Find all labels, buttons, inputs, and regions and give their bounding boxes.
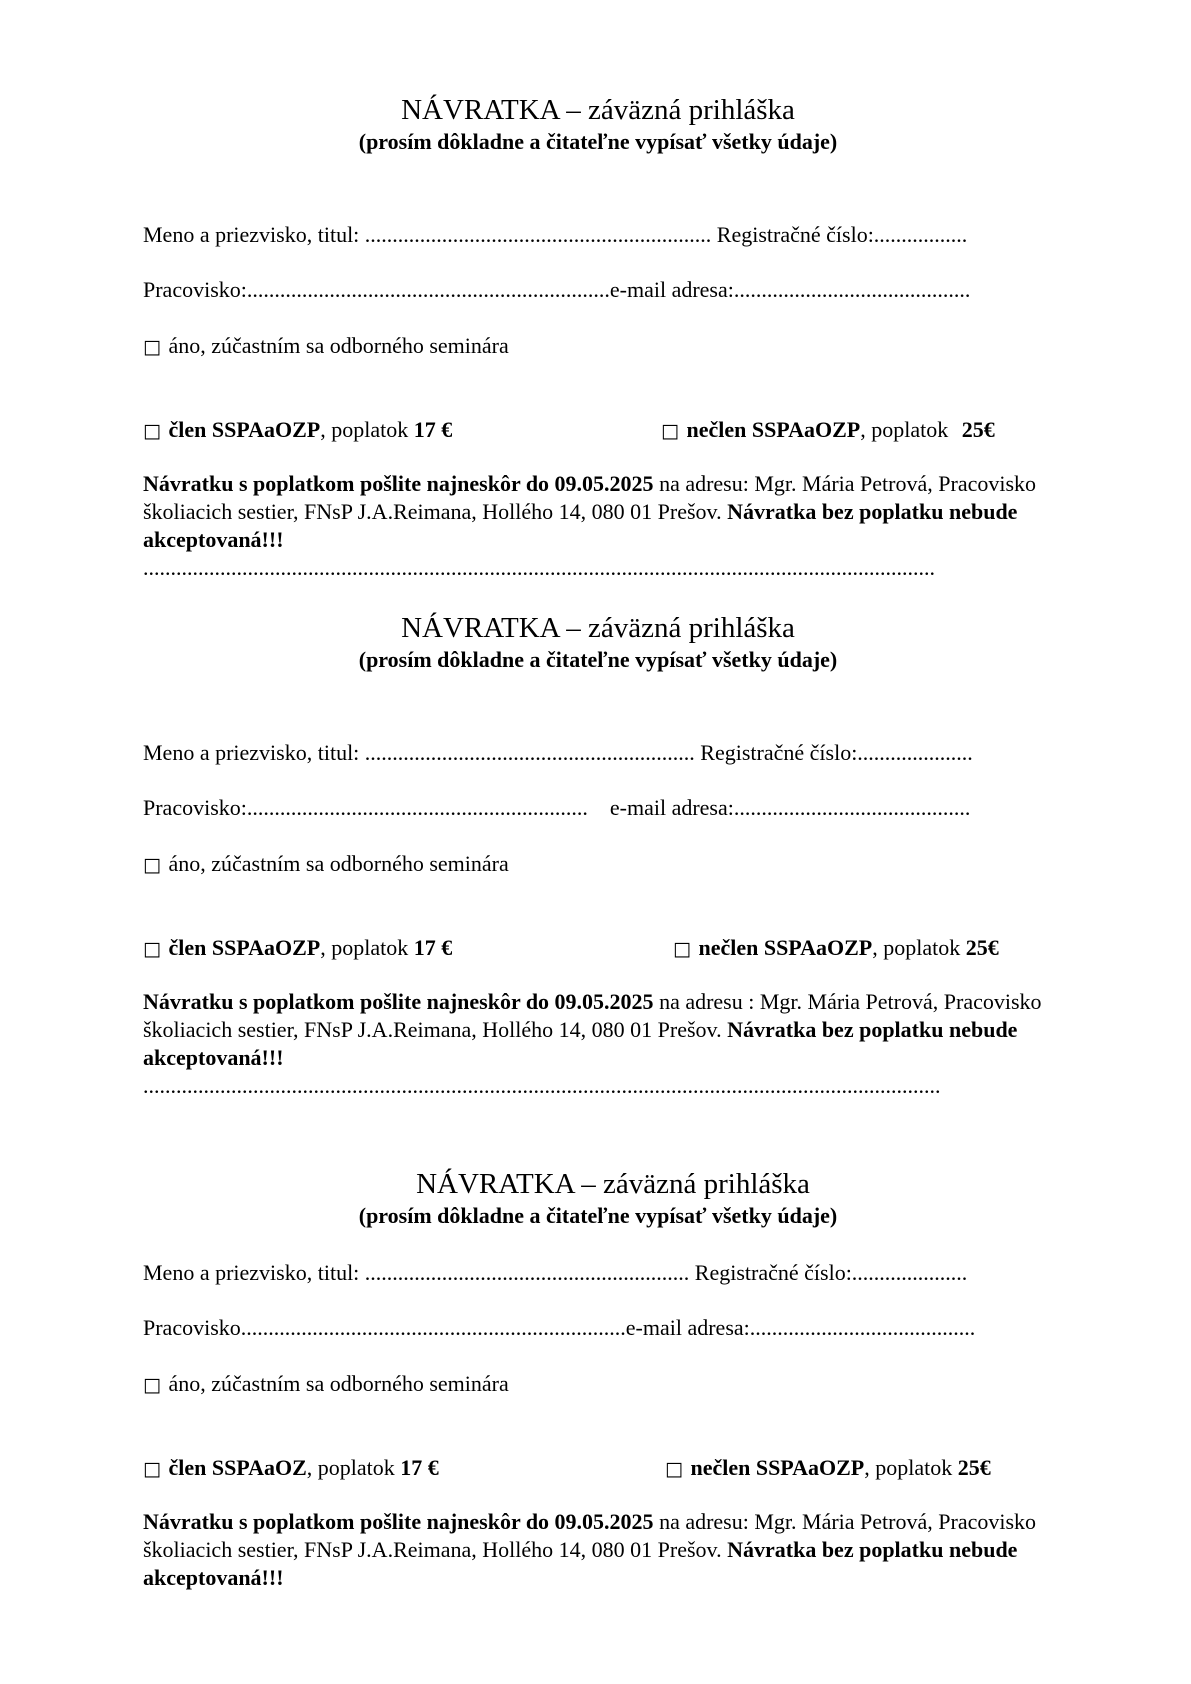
attend-label: áno, zúčastním sa odborného seminára — [168, 333, 509, 358]
member-option — [143, 417, 452, 444]
attend-option — [143, 1371, 509, 1398]
member-fee-prefix: , poplatok — [306, 1455, 401, 1480]
nonmember-option — [665, 1455, 991, 1482]
member-option — [143, 1455, 439, 1482]
attend-label: áno, zúčastním sa odborného seminára — [168, 851, 509, 876]
warning-text: Návratka bez poplatku nebude akceptovaná!!! — [143, 1537, 1018, 1590]
nonmember-fee-prefix: , poplatok — [864, 1455, 958, 1480]
form-subtitle: (prosím dôkladne a čitateľne vypísať všetky údaje) — [358, 1203, 838, 1228]
nonmember-fee-prefix: , poplatok — [872, 935, 966, 960]
nonmember-fee: 25€ — [957, 1455, 991, 1480]
workplace-email-field[interactable]: Pracovisko:..................................................................e-mail adresa:........................................... — [143, 277, 971, 302]
send-instructions — [143, 1508, 1053, 1592]
member-fee: 17 € — [413, 935, 453, 960]
member-fee: 17 € — [413, 417, 453, 442]
attend-checkbox[interactable]: □ — [143, 336, 161, 358]
member-checkbox[interactable]: □ — [143, 420, 161, 442]
send-instructions — [143, 470, 1053, 554]
send-instructions — [143, 988, 1053, 1072]
nonmember-label: nečlen SSPAaOZP — [686, 417, 861, 442]
attend-option — [143, 333, 509, 360]
cut-line: ................................................................................................................................................ — [143, 555, 935, 580]
address-text: na adresu : Mgr. Mária Petrová, Pracovisko školiacich sestier, FNsP J.A.Reimana, Hollého 14, 080 01 Prešov. — [143, 989, 1042, 1042]
workplace-email-field[interactable]: Pracovisko:.............................................................. e-mail adresa:........................................... — [143, 795, 971, 820]
attend-option — [143, 851, 509, 878]
member-checkbox[interactable]: □ — [143, 938, 161, 960]
name-registration-field[interactable]: Meno a priezvisko, titul: ............................................................... Registračné číslo:................. — [143, 222, 968, 247]
attend-checkbox[interactable]: □ — [143, 854, 161, 876]
member-fee-prefix: , poplatok — [320, 935, 414, 960]
form-title: NÁVRATKA – záväzná prihláška — [401, 612, 795, 644]
deadline-text: Návratku s poplatkom pošlite najneskôr do 09.05.2025 — [143, 1509, 654, 1534]
nonmember-fee-prefix: , poplatok — [860, 417, 954, 442]
member-label: člen SSPAaOZP — [168, 935, 321, 960]
nonmember-checkbox[interactable]: □ — [673, 938, 691, 960]
member-option — [143, 935, 452, 962]
nonmember-label: nečlen SSPAaOZP — [690, 1455, 865, 1480]
nonmember-fee: 25€ — [961, 417, 995, 442]
workplace-email-field[interactable]: Pracovisko......................................................................e-mail adresa:......................................... — [143, 1315, 976, 1340]
nonmember-checkbox[interactable]: □ — [665, 1458, 683, 1480]
member-fee-prefix: , poplatok — [320, 417, 414, 442]
form-subtitle: (prosím dôkladne a čitateľne vypísať všetky údaje) — [358, 647, 838, 672]
warning-text: Návratka bez poplatku nebude akceptovaná!!! — [143, 499, 1018, 552]
deadline-text: Návratku s poplatkom pošlite najneskôr do 09.05.2025 — [143, 989, 654, 1014]
nonmember-label: nečlen SSPAaOZP — [698, 935, 873, 960]
form-title: NÁVRATKA – záväzná prihláška — [416, 1168, 810, 1200]
form-title: NÁVRATKA – záväzná prihláška — [401, 94, 795, 126]
nonmember-fee: 25€ — [965, 935, 999, 960]
member-fee: 17 € — [400, 1455, 439, 1480]
name-registration-field[interactable]: Meno a priezvisko, titul: ............................................................ Registračné číslo:..................... — [143, 740, 973, 765]
attend-checkbox[interactable]: □ — [143, 1374, 161, 1396]
form-subtitle: (prosím dôkladne a čitateľne vypísať všetky údaje) — [358, 129, 838, 154]
member-label: člen SSPAaOZP — [168, 417, 321, 442]
member-label: člen SSPAaOZ — [168, 1455, 307, 1480]
nonmember-checkbox[interactable]: □ — [661, 420, 679, 442]
warning-text: Návratka bez poplatku nebude akceptovaná!!! — [143, 1017, 1018, 1070]
nonmember-option — [661, 417, 995, 444]
address-text: na adresu: Mgr. Mária Petrová, Pracovisko školiacich sestier, FNsP J.A.Reimana, Hollého 14, 080 01 Prešov. — [143, 1509, 1037, 1562]
deadline-text: Návratku s poplatkom pošlite najneskôr do 09.05.2025 — [143, 471, 654, 496]
name-registration-field[interactable]: Meno a priezvisko, titul: ........................................................... Registračné číslo:..................... — [143, 1260, 968, 1285]
member-checkbox[interactable]: □ — [143, 1458, 161, 1480]
nonmember-option — [673, 935, 999, 962]
cut-line: ................................................................................................................................................. — [143, 1073, 941, 1098]
address-text: na adresu: Mgr. Mária Petrová, Pracovisko školiacich sestier, FNsP J.A.Reimana, Hollého 14, 080 01 Prešov. — [143, 471, 1037, 524]
attend-label: áno, zúčastním sa odborného seminára — [168, 1371, 509, 1396]
